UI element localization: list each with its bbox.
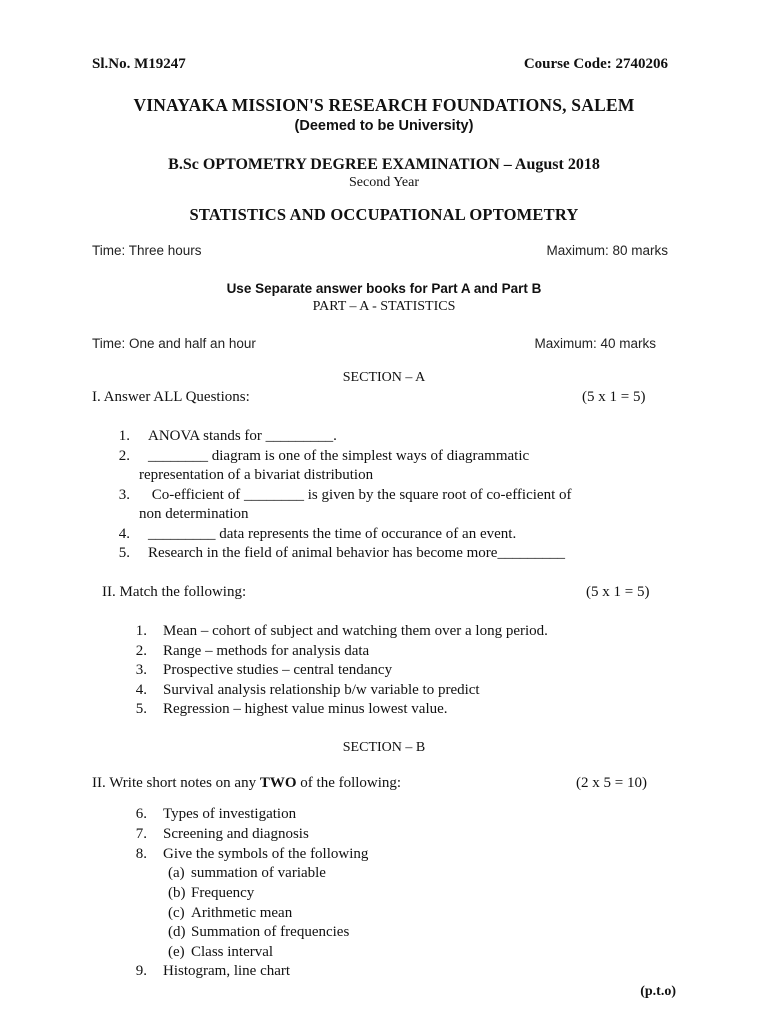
- sub-item-text: Arithmetic mean: [191, 904, 293, 921]
- question-text: _________ data represents the time of occurance of an event.: [148, 525, 517, 542]
- match-number: 2.: [135, 642, 147, 659]
- q2-marks: (5 x 1 = 5): [586, 584, 650, 600]
- sub-item-label: (e): [168, 943, 185, 960]
- match-item: Survival analysis relationship b/w variable to predict: [163, 681, 480, 698]
- sub-item-text: Class interval: [191, 943, 274, 960]
- question-text: ANOVA stands for _________.: [148, 428, 337, 444]
- short-note-item: Types of investigation: [163, 806, 297, 822]
- exam-title: [0, 156, 768, 174]
- short-note-number: 7.: [135, 825, 147, 842]
- sub-item-label: (a): [168, 865, 185, 882]
- sub-item-label: (b): [168, 885, 186, 901]
- short-note-item: Histogram, line chart: [163, 963, 291, 980]
- part-max-marks: Maximum: 40 marks: [534, 336, 656, 351]
- match-item: Mean – cohort of subject and watching them over a long period.: [163, 623, 548, 639]
- question-number: 3.: [118, 486, 130, 503]
- part-title: PART – A - STATISTICS: [312, 299, 456, 314]
- short-note-item: Screening and diagnosis: [163, 825, 309, 842]
- question-number: 1.: [118, 428, 130, 444]
- question-number: 5.: [118, 545, 130, 561]
- instruction: Use Separate answer books for Part A and Part B: [226, 281, 542, 296]
- page-turn-note: (p.t.o): [640, 984, 676, 999]
- section-b-marks: (2 x 5 = 10): [576, 775, 647, 791]
- university-name: VINAYAKA MISSION'S RESEARCH FOUNDATIONS, SALEM: [133, 95, 635, 115]
- course-code: Course Code: 2740206: [523, 56, 668, 72]
- section-b-title: SECTION – B: [342, 740, 426, 755]
- section-b-heading-bold: TWO: [259, 775, 297, 791]
- sub-item-label: (c): [168, 904, 185, 921]
- match-item: Regression – highest value minus lowest value.: [163, 701, 448, 718]
- total-time: Time: Three hours: [92, 243, 202, 258]
- part-time: Time: One and half an hour: [92, 336, 256, 351]
- exam-title-prefix: B.Sc OPTOMETRY DEGREE EXAMINATION –: [168, 156, 512, 173]
- sub-item-text: Frequency: [191, 885, 255, 901]
- subject-title: STATISTICS AND OCCUPATIONAL OPTOMETRY: [189, 205, 579, 224]
- short-note-number: 6.: [135, 806, 147, 822]
- section-a-title: SECTION – A: [342, 370, 426, 385]
- short-note-number: 9.: [135, 963, 147, 980]
- q2-heading: II. Match the following:: [102, 584, 247, 600]
- match-item: Range – methods for analysis data: [163, 642, 370, 659]
- sub-item-label: (d): [168, 924, 186, 941]
- serial-number: Sl.No. M19247: [92, 56, 186, 72]
- section-b-heading-pre: II. Write short notes on any: [92, 775, 260, 791]
- short-note-number: 8.: [135, 845, 147, 862]
- question-number: 4.: [118, 525, 130, 542]
- question-text: Research in the field of animal behavior has become more_________: [148, 545, 565, 561]
- question-text: Co-efficient of ________ is given by the square root of co-efficient of: [148, 486, 572, 503]
- deemed-university: (Deemed to be University): [294, 118, 474, 134]
- sub-item-text: summation of variable: [191, 865, 326, 882]
- section-b-heading-post: of the following:: [296, 775, 402, 791]
- q1-heading: I. Answer ALL Questions:: [92, 389, 250, 405]
- match-number: 1.: [135, 623, 147, 639]
- match-number: 5.: [135, 701, 147, 718]
- question-text: ________ diagram is one of the simplest ways of diagrammatic: [148, 447, 530, 464]
- match-number: 3.: [135, 662, 147, 679]
- match-item: Prospective studies – central tendancy: [163, 662, 393, 679]
- total-max-marks: Maximum: 80 marks: [546, 243, 668, 258]
- question-number: 2.: [118, 447, 130, 464]
- short-note-item: Give the symbols of the following: [163, 845, 369, 862]
- question-text: non determination: [139, 506, 249, 522]
- question-text: representation of a bivariat distribution: [139, 467, 374, 483]
- q1-marks: (5 x 1 = 5): [582, 389, 646, 405]
- match-number: 4.: [135, 681, 147, 698]
- sub-item-text: Summation of frequencies: [191, 924, 350, 941]
- exam-date: August 2018: [514, 156, 600, 173]
- section-b-heading: [92, 775, 401, 792]
- exam-year: Second Year: [349, 175, 419, 190]
